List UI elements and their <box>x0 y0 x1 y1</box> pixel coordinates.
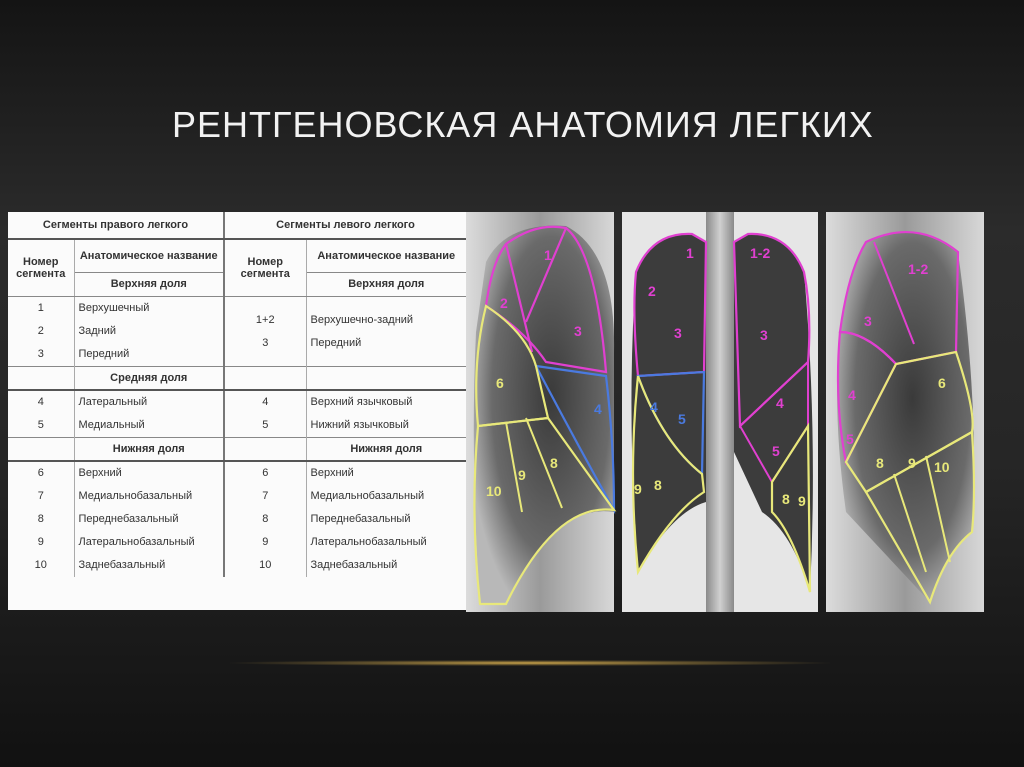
middle-lobe-label: Средняя доля <box>74 367 224 391</box>
segment-name: Нижний язычковый <box>310 419 409 431</box>
left-middle-names <box>306 390 466 438</box>
segment-number: 3 <box>37 348 44 360</box>
decorative-glow-line <box>230 660 830 666</box>
label-s3-front: 3 <box>674 325 682 341</box>
frontal-view <box>622 212 818 612</box>
left-upper-numbers <box>224 297 306 367</box>
left-lower-lobe-label: Нижняя доля <box>306 438 466 462</box>
segment-number: 2 <box>37 325 44 337</box>
xray-illustration <box>466 212 984 612</box>
label-s8-front: 8 <box>654 477 662 493</box>
left-lung-header: Сегменты левого легкого <box>224 212 466 239</box>
right-lower-names <box>74 461 224 577</box>
right-upper-lobe-label: Верхняя доля <box>110 278 187 290</box>
left-lateral-view <box>826 212 984 612</box>
label-s3-left-front: 3 <box>760 327 768 343</box>
segment-number: 8 <box>37 513 44 525</box>
segment-name: Передний <box>310 337 362 349</box>
label-s5-left-front: 5 <box>772 443 780 459</box>
segment-number: 1 <box>37 302 44 314</box>
segment-name: Переднебазальный <box>310 513 411 525</box>
segment-number: 3 <box>262 337 269 349</box>
segment-number: 4 <box>37 396 44 408</box>
segment-number: 5 <box>262 419 269 431</box>
label-s1: 1 <box>544 247 552 263</box>
segment-name: Задний <box>78 325 117 337</box>
label-s8-lat: 8 <box>876 455 884 471</box>
right-upper-numbers <box>8 297 74 367</box>
label-s6-lat: 6 <box>938 375 946 391</box>
segment-name: Медиальнобазальный <box>78 490 193 502</box>
left-upper-lobe-label: Верхняя доля <box>348 278 425 290</box>
segment-number: 9 <box>37 536 44 548</box>
left-lower-names <box>306 461 466 577</box>
segment-number: 9 <box>262 536 269 548</box>
right-col-number: Номер сегмента <box>8 239 74 297</box>
label-s6: 6 <box>496 375 504 391</box>
segment-name: Верхушечный <box>78 302 150 314</box>
label-s10: 10 <box>486 483 502 499</box>
segments-table-panel <box>8 212 466 610</box>
right-middle-names <box>74 390 224 438</box>
segment-number: 6 <box>37 467 44 479</box>
label-s9-left-front: 9 <box>798 493 806 509</box>
segment-name: Медиальнобазальный <box>310 490 425 502</box>
label-s9-lat: 9 <box>908 455 916 471</box>
segment-number: 1+2 <box>255 314 275 326</box>
segment-number: 10 <box>259 559 272 571</box>
segment-number: 7 <box>37 490 44 502</box>
middle-lobe-rows <box>8 390 466 438</box>
label-s9: 9 <box>518 467 526 483</box>
left-col-number: Номер сегмента <box>224 239 306 297</box>
label-s12-front: 1-2 <box>750 245 771 261</box>
label-s4-left-front: 4 <box>776 395 784 411</box>
right-middle-numbers <box>8 390 74 438</box>
segment-number: 7 <box>262 490 269 502</box>
left-lower-numbers <box>224 461 306 577</box>
segment-number: 4 <box>262 396 269 408</box>
right-col-name: Анатомическое название <box>75 240 224 273</box>
label-s9-front: 9 <box>634 481 642 497</box>
segment-name: Переднебазальный <box>78 513 179 525</box>
label-s3-lat: 3 <box>864 313 872 329</box>
segment-name: Латеральнобазальный <box>78 536 195 548</box>
segment-name: Верхний <box>78 467 122 479</box>
segment-name: Передний <box>78 348 130 360</box>
segment-number: 8 <box>262 513 269 525</box>
left-middle-numbers <box>224 390 306 438</box>
right-lateral-view <box>466 212 614 612</box>
lower-lobe-rows <box>8 461 466 577</box>
right-lower-lobe-label: Нижняя доля <box>74 438 224 462</box>
segment-name: Медиальный <box>78 419 145 431</box>
label-s12-lat: 1-2 <box>908 261 929 277</box>
label-s8: 8 <box>550 455 558 471</box>
segment-number: 5 <box>37 419 44 431</box>
segment-name: Заднебазальный <box>78 559 166 571</box>
segments-table <box>8 212 466 577</box>
right-upper-names <box>74 297 224 367</box>
label-s2-front: 2 <box>648 283 656 299</box>
segment-name: Латеральный <box>78 396 148 408</box>
label-s4-lat: 4 <box>848 387 856 403</box>
segment-name: Верхний язычковый <box>310 396 413 408</box>
label-s8-left-front: 8 <box>782 491 790 507</box>
right-lung-header: Сегменты правого легкого <box>8 212 224 239</box>
segment-number: 6 <box>262 467 269 479</box>
label-s5-front: 5 <box>678 411 686 427</box>
label-s4-front: 4 <box>650 399 658 415</box>
slide-title: РЕНТГЕНОВСКАЯ АНАТОМИЯ ЛЕГКИХ <box>172 104 874 145</box>
label-s2: 2 <box>500 295 508 311</box>
segment-name: Заднебазальный <box>310 559 398 571</box>
left-upper-names <box>306 297 466 367</box>
label-s1-front: 1 <box>686 245 694 261</box>
label-s4: 4 <box>594 401 602 417</box>
segment-name: Верхний <box>310 467 354 479</box>
left-col-name: Анатомическое название <box>307 240 467 273</box>
right-lower-numbers <box>8 461 74 577</box>
upper-lobe-rows <box>8 297 466 367</box>
segment-number: 10 <box>34 559 47 571</box>
segment-name: Латеральнобазальный <box>310 536 427 548</box>
label-s5-lat: 5 <box>846 431 854 447</box>
label-s3: 3 <box>574 323 582 339</box>
label-s10-lat: 10 <box>934 459 950 475</box>
segment-name: Верхушечно-задний <box>310 314 414 326</box>
